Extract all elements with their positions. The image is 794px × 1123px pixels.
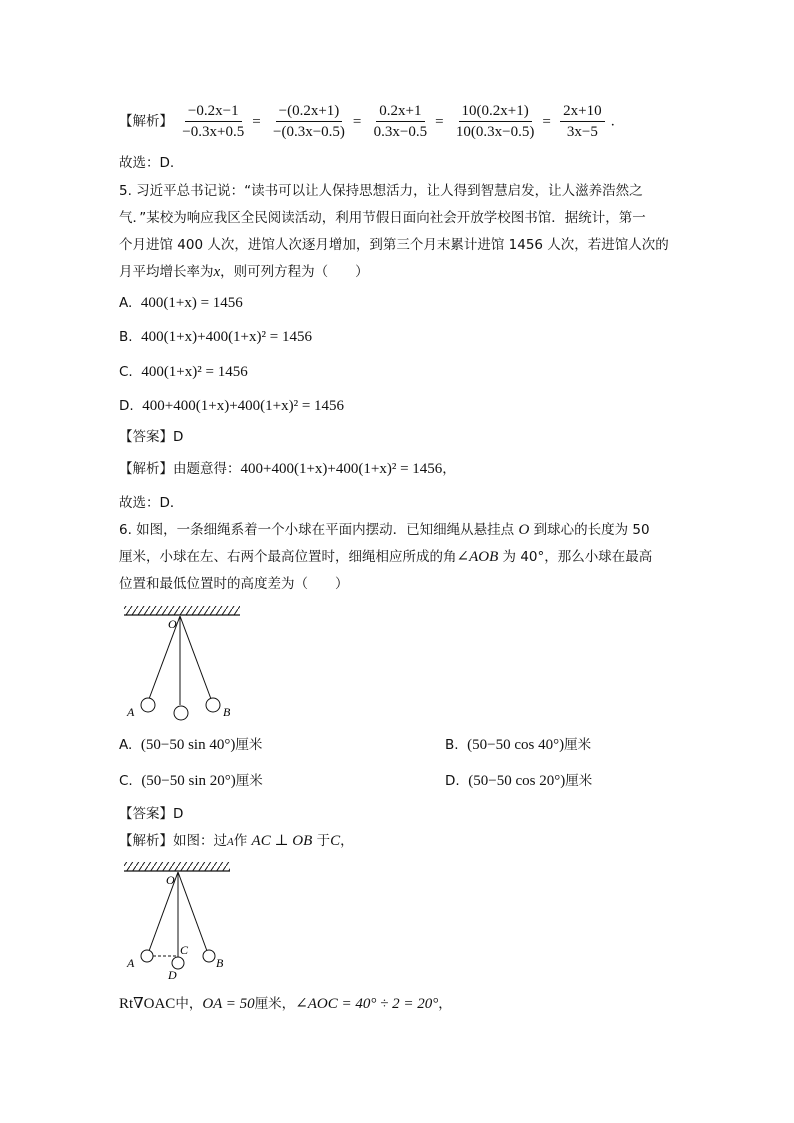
label-o: O: [168, 617, 177, 631]
q5-choice: 故选：D．: [119, 495, 184, 511]
ball-b-2: [203, 950, 215, 962]
q6-analysis: 【解析】如图：过A作 AC ⊥ OB 于C，: [119, 833, 354, 849]
q6-option-d: D. (50−50 cos 20°)厘米: [445, 773, 593, 789]
string-right-2: [178, 872, 207, 951]
analysis-label: 【解析】: [119, 113, 173, 130]
label-d-2: D: [168, 968, 177, 982]
q6-line-3: 位置和最低位置时的高度差为（ ）: [119, 576, 349, 592]
pendulum-figure: [118, 600, 248, 725]
q6-line-2: 厘米，小球在左、右两个最高位置时，细绳相应所成的角∠AOB 为 40°，那么小球在最高: [119, 549, 653, 565]
q6-option-a: A. (50−50 sin 40°)厘米: [119, 737, 263, 753]
ball-b: [206, 698, 220, 712]
q6-option-b: B. (50−50 cos 40°)厘米: [445, 737, 592, 753]
analysis-end: .: [610, 113, 615, 130]
var-x: x: [213, 264, 221, 280]
q6-line-1: 6. 如图，一条细绳系着一个小球在平面内摆动．已知细绳从悬挂点 O 到球心的长度为 50: [119, 522, 650, 538]
q5-option-b: B. 400(1+x)+400(1+x)² = 1456: [119, 329, 312, 345]
label-b: B: [223, 705, 231, 719]
ball-bottom: [174, 706, 188, 720]
ceiling-hatch-2: [124, 862, 230, 871]
q5-option-d: D. 400+400(1+x)+400(1+x)² = 1456: [119, 398, 345, 414]
ceiling-hatch: [124, 606, 240, 615]
q5-line-1: 5. 习近平总书记说：“读书可以让人保持思想活力，让人得到智慧启发，让人滋养浩然之: [119, 183, 643, 199]
q5-option-c: C. 400(1+x)² = 1456: [119, 364, 248, 380]
pendulum-construction-figure: [118, 857, 238, 982]
label-b-2: B: [216, 956, 224, 970]
label-c-2: C: [180, 943, 189, 957]
fraction-3: $\frac{0.2x+1}{0.3x-0.5}$: [373, 103, 428, 140]
ball-a-2: [141, 950, 153, 962]
prev-choice: 故选：D.: [119, 155, 175, 171]
string-right: [180, 616, 211, 699]
q6-last-line: Rt∇OAC中，OA = 50厘米，∠AOC = 40° ÷ 2 = 20°，: [119, 996, 452, 1012]
q5-option-a: A. 400(1+x) = 1456: [119, 295, 243, 311]
fraction-1: $\frac{-0.2x-1}{-0.3x+0.5}$: [182, 103, 245, 140]
fraction-2: $\frac{-(0.2x+1)}{-(0.3x-0.5)}$: [272, 103, 345, 140]
q5-answer: 【答案】D: [119, 429, 184, 445]
q5-line-3: 个月进馆 400 人次，进馆人次逐月增加，到第三个月末累计进馆 1456 人次，若进馆人次的: [119, 237, 669, 253]
analysis-prev-line: 【解析】 $\frac{-0.2x-1}{-0.3x+0.5}$ = $\frac{-(0.2x+1)}{-(0.3x-0.5)}$ = $\frac{0.2x+1}{0.3x-0.5}$ = $\frac{10(0.2x+1)}{10(0.3x-0.5)}$ = $\frac{2x+10}{3x-5}$ .: [119, 103, 615, 140]
label-a-2: A: [127, 956, 135, 970]
q6-option-c: C. (50−50 sin 20°)厘米: [119, 773, 263, 789]
label-o-2: O: [166, 873, 175, 887]
q5-line-2: 气．”某校为响应我区全民阅读活动，利用节假日面向社会开放学校图书馆．据统计，第一: [119, 210, 646, 226]
ball-a: [141, 698, 155, 712]
q5-analysis: 【解析】由题意得：400+400(1+x)+400(1+x)² = 1456，: [119, 461, 456, 477]
label-a: A: [127, 705, 135, 719]
q6-answer: 【答案】D: [119, 806, 184, 822]
fraction-4: $\frac{10(0.2x+1)}{10(0.3x-0.5)}$: [455, 103, 535, 140]
fraction-5: $\frac{2x+10}{3x-5}$: [560, 102, 604, 141]
q5-line-4: 月平均增长率为x，则可列方程为（ ）: [119, 264, 369, 280]
